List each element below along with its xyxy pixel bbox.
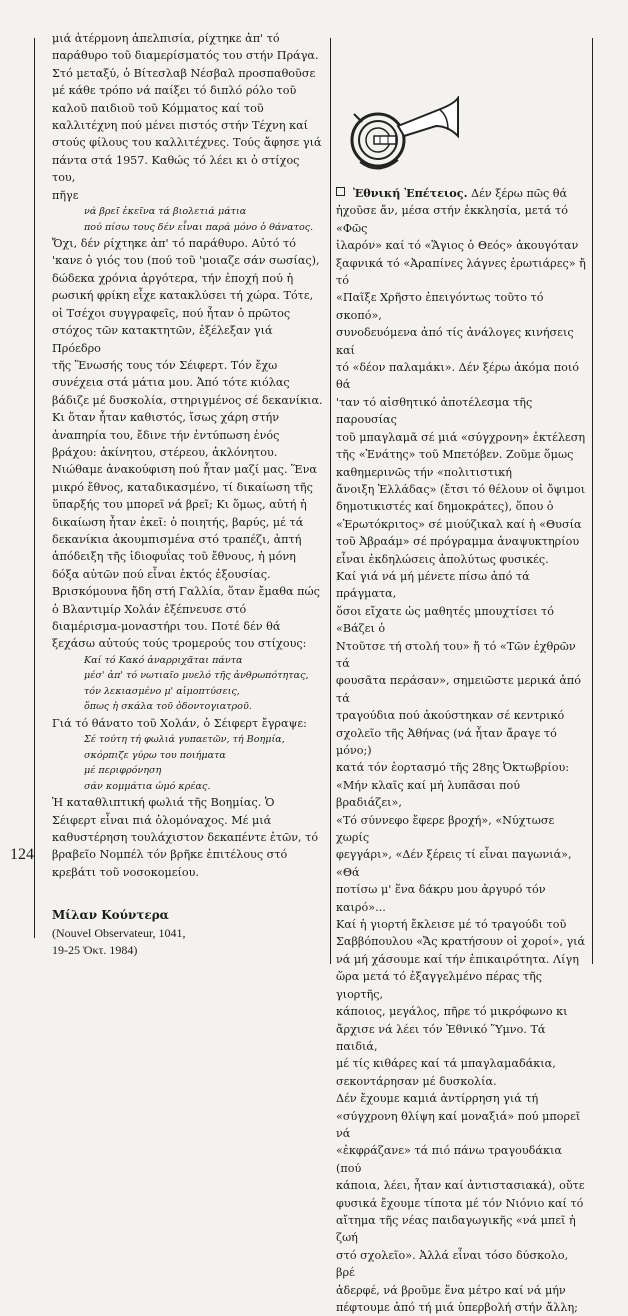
text-line: μέ περιφρόνηση	[84, 765, 162, 777]
text-line: ὁ Βλαντιμίρ Χολάν ἐξέπνευσε στό	[52, 602, 247, 616]
left-column	[52, 30, 324, 959]
text-line: δόξα αὐτῶν πού εἶναι ἐκτός ἐξουσίας.	[52, 567, 271, 581]
text-line: ἀπόδειξη τῆς ἰδιοφυΐας τοῦ ἔθνους, ἡ μόνη	[52, 550, 296, 564]
text-line: μέσ' ἀπ' τό νωτιαῖο μυελό τῆς ἀνθρωπότητας,	[84, 670, 309, 682]
right-column	[336, 185, 588, 1316]
text-line: Στό μεταξύ, ὁ Βίτεσλαβ Νέσβαλ προσπαθοῦσε	[52, 66, 316, 80]
text-line: κρεβάτι τοῦ νοσοκομείου.	[52, 865, 199, 879]
text-line: ρωσική φρίκη εἶχε κατακλύσει τή χώρα. Τότε,	[52, 289, 314, 303]
text-line: τό «δέον παλαμάκι». Δέν ξέρω ἀκόμα ποιό θά	[336, 361, 579, 392]
text-line: μικρό ἔθνος, καταδικασμένο, τί δικαίωση τῆς	[52, 480, 313, 494]
left-margin-rule	[34, 38, 35, 938]
text-line: ἄρχισε νά λέει τόν Ἐθνικό Ὕμνο. Τά παιδιά,	[336, 1022, 546, 1053]
text-line: «Μήν κλαῖς καί μή λυπᾶσαι πού βραδιάζει»,	[336, 778, 521, 810]
text-line: παράθυρο τοῦ διαμερίσματός του στήν Πράγα.	[52, 49, 319, 63]
text-line: Σαββόπουλου «Ἄς κρατήσουν οἱ χοροί», γιά	[336, 935, 586, 949]
text-line: (Nouvel Observateur, 1041,	[52, 925, 186, 940]
author-name: Μίλαν Κούντερα	[52, 908, 169, 923]
text-line: Βρισκόμουνα ἤδη στή Γαλλία, ὅταν ἔμαθα πώς	[52, 585, 320, 599]
text-line: Κι ὅταν ἦταν καθιστός, ἴσως χάρη στήν	[52, 411, 280, 425]
source-citation	[52, 925, 324, 959]
text-line: «ἐκφράζανε» τά πιό πάνω τραγουδάκια (πού	[336, 1144, 562, 1175]
poem-quote-2	[52, 653, 324, 715]
text-line: μιά ἀτέρμονη ἀπελπισία, ρίχτηκε ἀπ' τό	[52, 32, 280, 45]
text-line: Γιά τό θάνατο τοῦ Χολάν, ὁ Σέιφερτ ἔγραψε:	[52, 716, 307, 730]
text-line: Σέιφερτ εἶναι πιά ὁλομόναχος. Μέ μιά	[52, 813, 272, 827]
text-line: ἄνοιξη Ἑλλάδας» (ἔτσι τό θέλουν οἱ ὄψιμοι	[336, 482, 586, 496]
text-line: στό σχολεῖο». Ἀλλά εἶναι τόσο δύσκολο, βρέ	[336, 1248, 569, 1280]
text-line: μέ τίς κιθάρες καί τά μπαγλαμαδάκια,	[336, 1057, 556, 1071]
text-line: διαμέρισμα-μοναστήρι του. Ποτέ δέν θά	[52, 620, 281, 633]
text-line: ξαφνικά τό «Ἀραπίνες λάγνες ἐρωτιάρες» ἤ τό	[336, 256, 586, 288]
text-line: φουσᾶτα περάσαν», σημειῶστε μερικά ἀπό τά	[336, 674, 581, 705]
text-line: ξεχάσω αὐτούς τούς τρομερούς του στίχους:	[52, 637, 307, 651]
text-line: συνέχεια στά μάτια μου. Ἀπό τότε κιόλας	[52, 376, 290, 390]
text-line: πάντα στά 1957. Καθώς τό λέει κι ὁ στίχος του,	[52, 153, 300, 185]
text-line: «Παῖξε Χρῆστο ἐπειγόντως τοῦτο τό σκοπό»,	[336, 291, 544, 322]
column-divider-rule	[330, 38, 331, 964]
text-line: πού πίσω τους δέν εἶναι παρά μόνο ὁ θάνατος.	[84, 221, 314, 233]
text-line: Σέ τούτη τή φωλιά γυπαετῶν, τή Βοημία,	[84, 734, 285, 746]
section-body-text	[336, 202, 588, 1316]
text-line: μέ κάθε τρόπο νά παίξει τό διπλό ρόλο τοῦ	[52, 84, 297, 98]
text-line: Ὄχι, δέν ρίχτηκε ἀπ' τό παράθυρο. Αὐτό τό	[52, 237, 296, 251]
text-line: δώδεκα χρόνια ἀργότερα, τήν ἐποχή πού ἡ	[52, 271, 294, 285]
section-title: Ἐθνική Ἐπέτειος.	[353, 186, 468, 200]
text-line: κάποια, λέει, ἦταν καί ἀντιστασιακά), οὔτε	[336, 1179, 585, 1193]
text-line: καθυστέρηση τουλάχιστον δεκαπέντε ἐτῶν, τό	[52, 831, 319, 845]
text-line: τραγούδια πού ἀκούστηκαν σέ κεντρικό	[336, 709, 565, 723]
text-line: ὅσοι εἴχατε ὡς μαθητές μπουχτίσει τό «Βάζει ὁ	[336, 604, 554, 636]
section-first-line: Δέν ξέρω πῶς θά	[467, 187, 568, 200]
section-heading-para	[336, 185, 588, 202]
text-line: συνοδευόμενα ἀπό τίς ἀνάλογες κινήσεις καί	[336, 326, 574, 357]
text-line: «Ἐρωτόκριτος» σέ μιούζικαλ καί ἡ «Θυσία	[336, 517, 582, 531]
text-line: σκόρπιζε γύρω του ποιήματα	[84, 749, 226, 761]
text-line: φυσικά ἔχουμε τίποτα μέ τόν Νιόνιο καί τό	[336, 1196, 584, 1210]
text-line: σεκοντάρησαν μέ δυσκολία.	[336, 1074, 497, 1088]
article-text-part1	[52, 30, 324, 204]
text-line: καθημερινῶς τήν «πολιτιστική	[336, 465, 512, 479]
text-line: βράχου: ἀκίνητου, στέρεου, ἀκλόνητου.	[52, 445, 278, 459]
text-line: «σύγχρονη θλίψη καί μοναξιά» πού μπορεῖ νά	[336, 1109, 581, 1140]
french-horn-icon	[348, 96, 460, 178]
text-line: βραβεῖο Νομπέλ τόν βρῆκε ἐπιτέλους στό	[52, 848, 288, 862]
text-line: ὥρα μετά τό ἐξαγγελμένο πέρας τῆς γιορτῆς,	[336, 970, 543, 1001]
article-text-part3	[52, 715, 324, 732]
text-line: ποτίσω μ' ἕνα δάκρυ μου ἀργυρό τόν καιρό»...	[336, 883, 546, 914]
text-line: βάδιζε μέ δυσκολία, στηριγμένος σέ δεκανίκια.	[52, 393, 323, 407]
text-line: κάποιος, μεγάλος, πῆρε τό μικρόφωνο κι	[336, 1005, 568, 1019]
text-line: «Τό σύννεφο ἔφερε βροχή», «Νύχτωσε χωρίς	[336, 813, 555, 845]
text-line: 19-25 Ὀκτ. 1984)	[52, 942, 138, 957]
text-line: δημοτικιστές καί δημοκράτες), ὅπου ὁ	[336, 500, 554, 514]
text-line: τῆς Ἕνωσής τους τόν Σέιφερτ. Τόν ἔχω	[52, 358, 278, 372]
text-line: Δέν ἔχουμε καμιά ἀντίρρηση γιά τή	[336, 1092, 539, 1106]
text-line: καλοῦ παιδιοῦ τοῦ Κόμματος καί τοῦ	[52, 101, 264, 115]
text-line: αἴτημα τῆς νέας παιδαγωγικῆς «νά μπεῖ ἡ ζωή	[336, 1213, 576, 1245]
text-line: Ἡ καταθλιπτική φωλιά τῆς Βοημίας. Ὁ	[52, 796, 275, 810]
text-line: οἱ Τσέχοι συγγραφεῖς, πού ἦταν ὁ πρῶτος	[52, 306, 291, 320]
poem-quote-3	[52, 732, 324, 794]
text-line: ὕπαρξής του μπορεῖ νά βρεῖ; Κι ὅμως, αὐτή ἡ	[52, 498, 307, 512]
right-margin-rule	[592, 38, 593, 964]
text-line: δεκανίκια ἀκουμπισμένα στό τραπέζι, ἀπτή	[52, 532, 302, 546]
text-line: 'κανε ὁ γιός του (πού τοῦ 'μοιαζε σάν σωσίας),	[52, 254, 320, 268]
text-line: στούς φίλους του καλλιτέχνες. Τούς ἄφησε γιά	[52, 136, 322, 150]
text-line: τοῦ Ἀβραάμ» σέ πρόγραμμα ἀναψυκτηρίου	[336, 535, 580, 549]
text-line: Καί γιά νά μή μένετε πίσω ἀπό τά πράγματα,	[336, 569, 530, 601]
text-line: καλλιτέχνη πού μένει πιστός στήν Τέχνη καί	[52, 119, 309, 133]
text-line: κατά τόν ἑορτασμό τῆς 28ης Ὀκτωβρίου:	[336, 761, 570, 775]
page-number: 124	[10, 846, 34, 863]
text-line: πῆγε	[52, 188, 79, 202]
text-line: νά βρεῖ ἐκεῖνα τά βιολετιά μάτια	[84, 206, 247, 218]
text-line: εἶναι ἐκδηλώσεις ἀπολύτως φυσικές.	[336, 552, 549, 566]
text-line: ἀναπηρία του, ἔδινε τήν ἐντύπωση ἑνός	[52, 428, 280, 442]
text-line: δικαίωση ἦταν ἐκεῖ: ὁ ποιητής, βαρύς, μέ τά	[52, 515, 304, 529]
text-line: στόχος τῶν κατακτητῶν, ἐξέλεξαν γιά Πρόεδρο	[52, 324, 273, 355]
text-line: τόν λεκιασμένο μ' αἱμοπτύσεις,	[84, 685, 240, 697]
article-text-part4	[52, 794, 324, 881]
poem-quote-1	[52, 204, 324, 235]
text-line: ἀδερφέ, νά βροῦμε ἕνα μέτρο καί νά μήν	[336, 1283, 566, 1297]
text-line: Νιώθαμε ἀνακούφιση πού ἦταν μαζί μας. Ἕνα	[52, 463, 317, 477]
text-line: τῆς «Ἐνάτης» τοῦ Μπετόβεν. Ζοῦμε ὅμως	[336, 448, 574, 462]
text-line: ὅπως ἡ σκάλα τοῦ ὀδοντογιατροῦ.	[84, 701, 252, 713]
text-line: 'ταν τό αἰσθητικό ἀποτέλεσμα τῆς παρουσίας	[336, 395, 533, 427]
text-line: νά μή χάσουμε καί τήν ἐπικαιρότητα. Λίγη	[336, 952, 579, 966]
text-line: φεγγάρι», «Δέν ξέρεις τί εἶναι παγωνιά», «Θά	[336, 848, 572, 879]
bullet-square-icon	[336, 187, 345, 196]
text-line: σάν κομμάτια ὠμό κρέας.	[84, 780, 211, 792]
text-line: ἱλαρόν» καί τό «Ἅγιος ὁ Θεός» ἀκουγόταν	[336, 239, 579, 253]
article-text-part2	[52, 235, 324, 653]
text-line: Ντοῦτσε τή στολή του» ἤ τό «Τῶν ἐχθρῶν τά	[336, 639, 576, 670]
text-line: σχολεῖο τῆς Ἀθήνας (νά ἦταν ἄραγε τό μόνο;)	[336, 726, 557, 757]
text-line: τοῦ μπαγλαμᾶ σέ μιά «σύγχρονη» ἐκτέλεση	[336, 430, 586, 444]
text-line: ἠχοῦσε ἄν, μέσα στήν ἐκκλησία, μετά τό «Φῶς	[336, 204, 568, 235]
text-line: Καί τό Κακό ἀναρριχᾶται πάντα	[84, 654, 243, 666]
text-line: Καί ἡ γιορτή ἔκλεισε μέ τό τραγούδι τοῦ	[336, 918, 567, 932]
text-line: πέφτουμε ἀπό τή μιά ὑπερβολή στήν ἄλλη;	[336, 1301, 578, 1314]
